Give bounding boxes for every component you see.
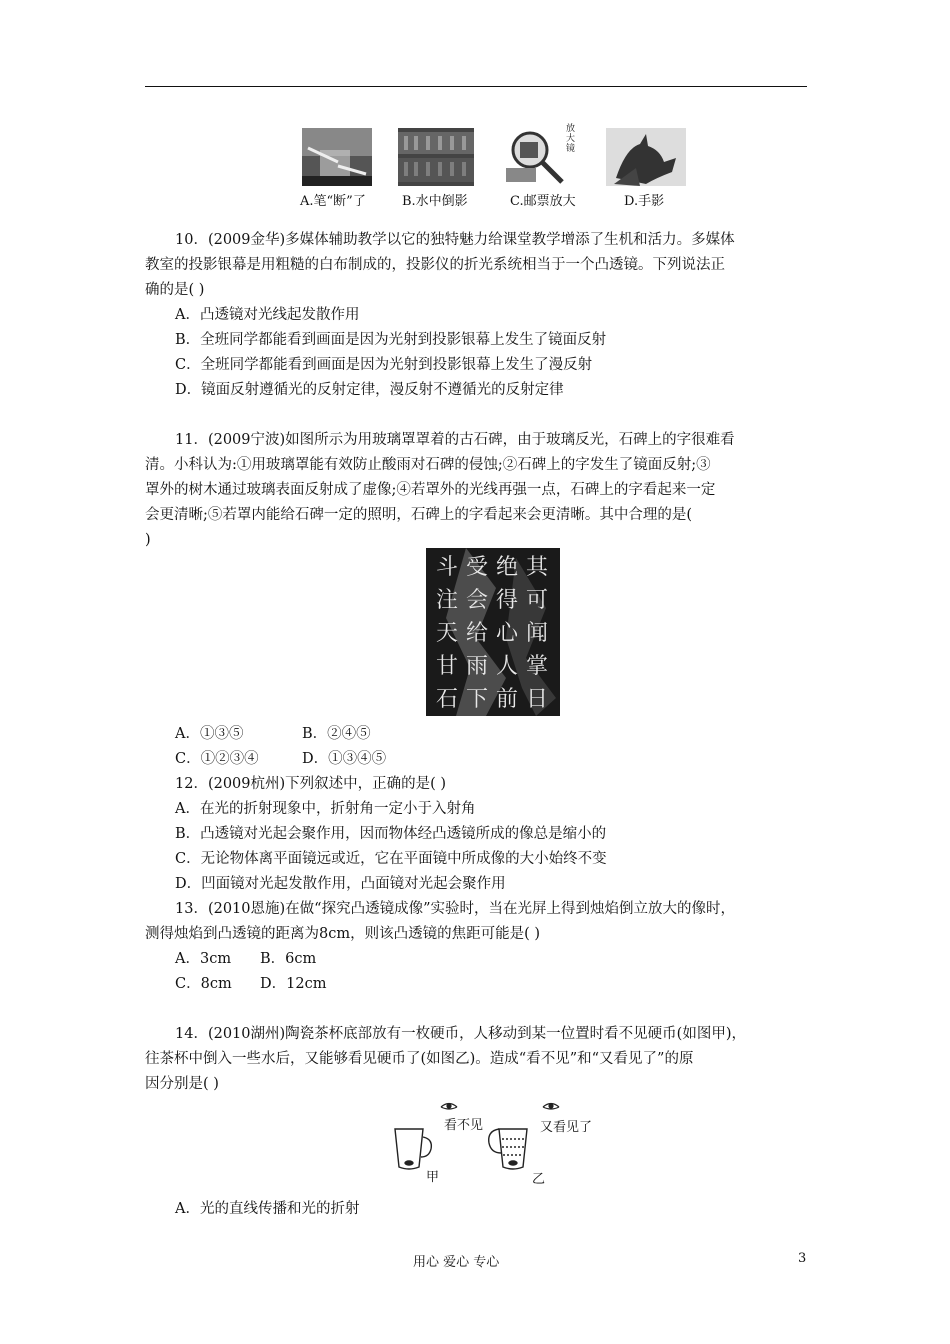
q13-option-c: C．8cm — [175, 976, 232, 992]
q13-line-1: 13．(2010恩施)在做“探究凸透镜成像”实验时，当在光屏上得到烛焰倒立放大的像时， — [175, 901, 735, 917]
eye-icon — [543, 1104, 559, 1110]
caption-a: A.笔“断”了 — [300, 194, 366, 209]
photo-pencil-broken — [302, 128, 372, 186]
stele-char: 会 — [465, 588, 488, 613]
q11-option-b: B．②④⑤ — [302, 726, 371, 742]
q10-option-a: A．凸透镜对光线起发散作用 — [175, 307, 360, 323]
q14-line-3: 因分别是( ) — [145, 1076, 219, 1092]
stele-char: 注 — [435, 588, 458, 613]
footer-motto: 用心 爱心 专心 — [413, 1255, 500, 1270]
q10-option-c: C．全班同学都能看到画面是因为光射到投影银幕上发生了漫反射 — [175, 357, 593, 373]
q12-option-c: C．无论物体离平面镜远或近，它在平面镜中所成像的大小始终不变 — [175, 851, 607, 867]
caption-b: B.水中倒影 — [402, 194, 468, 209]
q13-option-b: B．6cm — [260, 951, 317, 967]
stele-char: 人 — [495, 654, 518, 679]
cup-figure — [385, 1095, 595, 1185]
q13-option-d: D．12cm — [260, 976, 327, 992]
stele-characters — [432, 550, 560, 715]
q12-option-a: A．在光的折射现象中，折射角一定小于入射角 — [175, 801, 476, 817]
stele-char: 前 — [495, 687, 518, 712]
q12-option-d: D．凹面镜对光起发散作用，凸面镜对光起会聚作用 — [175, 876, 506, 892]
q10-line-1: 10．(2009金华)多媒体辅助教学以它的独特魅力给课堂教学增添了生机和活力。多媒体 — [175, 232, 735, 248]
stele-char: 心 — [495, 621, 518, 646]
q10-line-3: 确的是( ) — [145, 282, 205, 298]
q14-option-a: A．光的直线传播和光的折射 — [175, 1201, 360, 1217]
q10-line-2: 教室的投影银幕是用粗糙的白布制成的，投影仪的折光系统相当于一个凸透镜。下列说法正 — [145, 257, 725, 273]
label-see-again: 又看见了 — [540, 1120, 593, 1135]
stele-char: 可 — [525, 588, 548, 613]
stele-char: 给 — [465, 621, 488, 646]
photo-stamp-magnified — [502, 128, 574, 186]
header-rule — [145, 86, 807, 87]
q12-option-b: B．凸透镜对光起会聚作用，因而物体经凸透镜所成的像总是缩小的 — [175, 826, 607, 842]
stele-char: 下 — [465, 687, 488, 712]
stele-char: 得 — [495, 588, 518, 613]
q11-line-3: 罩外的树木通过玻璃表面反射成了虚像;④若罩外的光线再强一点，石碑上的字看起来一定 — [145, 482, 716, 498]
q14-line-2: 往茶杯中倒入一些水后，又能够看见硬币了(如图乙)。造成“看不见”和“又看见了”的原 — [145, 1051, 694, 1067]
q11-option-d: D．①③④⑤ — [302, 751, 387, 767]
photo-hand-shadow — [606, 128, 686, 186]
cup-icon — [489, 1129, 527, 1169]
stele-char: 雨 — [465, 654, 488, 679]
q11-option-a: A．①③⑤ — [175, 726, 244, 742]
q10-option-b: B．全班同学都能看到画面是因为光射到投影银幕上发生了镜面反射 — [175, 332, 607, 348]
q13-option-a: A．3cm — [175, 951, 232, 967]
stele-char: 闻 — [525, 621, 548, 646]
eye-icon — [441, 1104, 457, 1110]
stele-char: 天 — [435, 621, 458, 646]
stele-char: 日 — [525, 687, 548, 712]
label-jia: 甲 — [426, 1170, 440, 1185]
q11-line-2: 清。小科认为:①用玻璃罩能有效防止酸雨对石碑的侵蚀;②石碑上的字发生了镜面反射;③ — [145, 457, 711, 473]
stele-char: 甘 — [435, 654, 458, 679]
page-number: 3 — [798, 1251, 807, 1266]
stele-char: 其 — [525, 555, 548, 580]
stele-photo — [426, 548, 560, 716]
q11-line-4: 会更清晰;⑤若罩内能给石碑一定的照明，石碑上的字看起来会更清晰。其中合理的是( — [145, 507, 693, 523]
q11-line-5: ) — [145, 532, 151, 548]
cup-icon — [395, 1129, 431, 1169]
stele-char: 绝 — [495, 555, 518, 580]
photo-water-reflection — [398, 128, 474, 186]
stele-char: 受 — [465, 555, 488, 580]
stele-char: 石 — [435, 687, 458, 712]
q14-line-1: 14．(2010湖州)陶瓷茶杯底部放有一枚硬币，人移动到某一位置时看不见硬币(如图甲)， — [175, 1026, 746, 1042]
caption-c: C.邮票放大 — [510, 194, 576, 209]
label-yi: 乙 — [532, 1172, 546, 1187]
q11-line-1: 11．(2009宁波)如图所示为用玻璃罩罩着的古石碑，由于玻璃反光，石碑上的字很难看 — [175, 432, 735, 448]
q10-option-d: D．镜面反射遵循光的反射定律，漫反射不遵循光的反射定律 — [175, 382, 564, 398]
stele-char: 掌 — [525, 654, 548, 679]
q13-line-2: 测得烛焰到凸透镜的距离为8cm，则该凸透镜的焦距可能是( ) — [145, 926, 541, 942]
magnifier-label: 放大镜 — [566, 124, 576, 154]
q12-line: 12．(2009杭州)下列叙述中，正确的是( ) — [175, 776, 447, 792]
stele-char: 斗 — [435, 555, 458, 580]
q11-option-c: C．①②③④ — [175, 751, 259, 767]
caption-d: D.手影 — [624, 194, 665, 209]
label-cannot-see: 看不见 — [444, 1118, 484, 1133]
